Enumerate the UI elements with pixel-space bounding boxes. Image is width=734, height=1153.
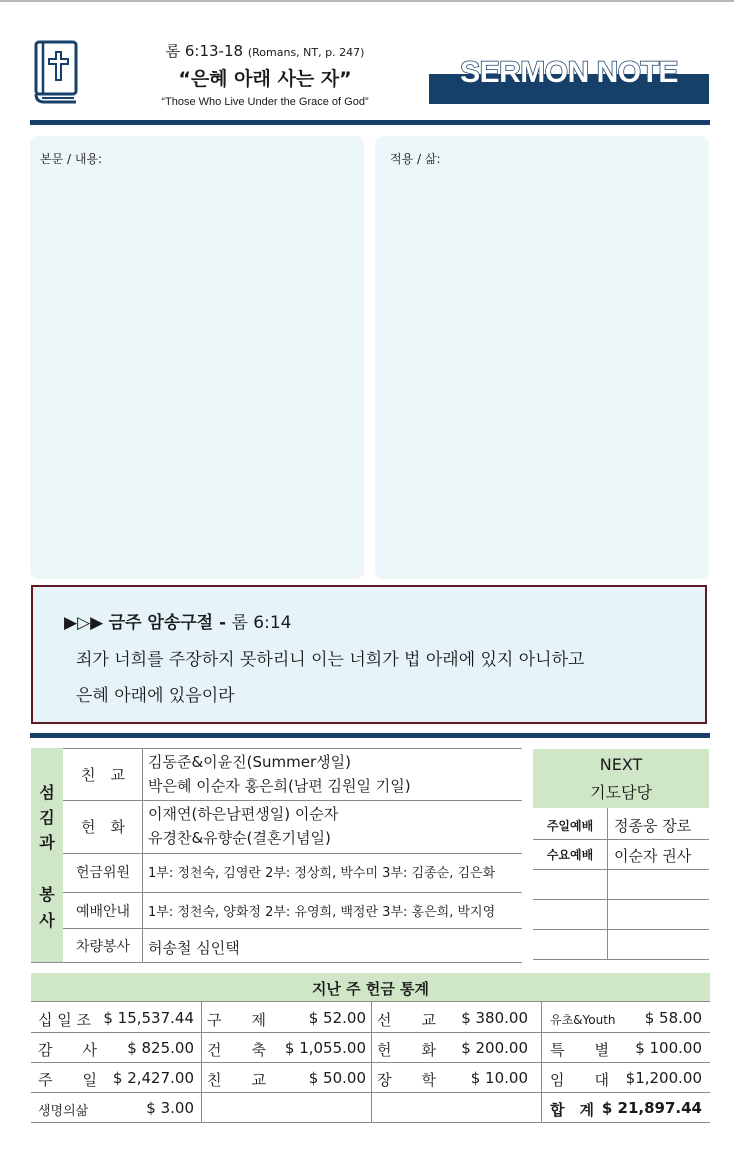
grid-line [63, 853, 522, 854]
side-char: 사 [39, 911, 55, 930]
side-char: 봉 [39, 885, 55, 904]
prayer-wednesday-label: 수요예배 [546, 848, 594, 862]
service-value: 김동준&이윤진(Summer생일) [148, 753, 351, 771]
notes-content-box[interactable] [30, 136, 364, 579]
side-char: 김 [39, 808, 55, 827]
grid-line [63, 892, 522, 893]
offering-label: 십 일 조 [38, 1011, 92, 1029]
service-label-offering-committee: 헌금위원 [75, 865, 131, 881]
offering-label: 구 제 [207, 1011, 266, 1029]
service-label-ushers: 예배안내 [75, 904, 131, 920]
grid-line [533, 869, 709, 870]
offering-total-value: $ 21,897.44 [601, 1099, 702, 1117]
offering-label: 주 일 [38, 1071, 97, 1089]
service-label-transport: 차량봉사 [75, 939, 131, 955]
offering-value: $ 15,537.44 [103, 1009, 194, 1027]
sermon-reference: 롬 6:13-18 (Romans, NT, p. 247) [165, 42, 365, 60]
offering-value: $ 50.00 [308, 1069, 366, 1087]
offering-value: $ 52.00 [308, 1009, 366, 1027]
offering-value: $ 100.00 [635, 1039, 702, 1057]
offering-value: $ 825.00 [127, 1039, 194, 1057]
grid-line [533, 959, 709, 960]
offering-label: 감 사 [38, 1041, 97, 1059]
section-divider [30, 733, 710, 738]
grid-line [201, 1001, 202, 1122]
offering-value: $ 10.00 [470, 1069, 528, 1087]
offering-label: 생명의삶 [38, 1104, 89, 1119]
top-border [0, 0, 734, 2]
grid-line [533, 839, 709, 840]
sermon-title-korean: “은혜 아래 사는 자” [178, 68, 352, 90]
offering-label: 유초&Youth [550, 1013, 616, 1027]
memory-verse-ref: 롬 6:14 [231, 613, 292, 633]
offering-total-label: 합 계 [550, 1101, 594, 1119]
grid-line [31, 962, 522, 963]
sermon-note-badge: SERMON NOTE [460, 56, 678, 89]
offering-label: 친 교 [207, 1071, 266, 1089]
reference-note: (Romans, NT, p. 247) [247, 46, 365, 59]
notes-content-label: 본문 / 내용: [40, 152, 103, 166]
grid-line [533, 929, 709, 930]
grid-line [541, 1001, 542, 1122]
prayer-duty-label: 기도담당 [590, 783, 652, 802]
service-value: 허송철 심인택 [148, 939, 240, 957]
offering-value: $ 380.00 [461, 1009, 528, 1027]
offering-value: $ 2,427.00 [112, 1069, 194, 1087]
grid-line [63, 800, 522, 801]
grid-line [63, 928, 522, 929]
offering-label: 장 학 [377, 1071, 436, 1089]
prayer-sunday-name: 정종웅 장로 [614, 817, 692, 835]
offering-value: $ 3.00 [146, 1099, 194, 1117]
service-value: 1부: 정천숙, 김영란 2부: 정상희, 박수미 3부: 김종순, 김은화 [148, 866, 496, 881]
service-value: 박은혜 이순자 홍은희(남편 김원일 기일) [148, 777, 411, 795]
offering-value: $ 1,055.00 [284, 1039, 366, 1057]
arrow-icons: ▶▷▶ [64, 613, 104, 633]
offering-value: $ 200.00 [461, 1039, 528, 1057]
bible-cross-icon [30, 38, 82, 106]
offering-label: 헌 화 [377, 1041, 436, 1059]
memory-verse-line-1: 죄가 너희를 주장하지 못하리니 이는 너희가 법 아래에 있지 아니하고 [76, 650, 585, 670]
service-label-flowers: 헌 화 [81, 818, 125, 836]
side-char: 섬 [39, 783, 55, 802]
prayer-wednesday-name: 이순자 권사 [614, 847, 692, 865]
offering-label: 건 축 [207, 1041, 266, 1059]
prayer-sunday-label: 주일예배 [546, 819, 594, 833]
grid-line [607, 808, 608, 959]
header-divider [30, 120, 710, 125]
side-char: 과 [39, 833, 55, 852]
sermon-title-english: “Those Who Live Under the Grace of God” [161, 96, 369, 108]
service-value: 이재연(하은남편생일) 이순자 [148, 805, 339, 823]
offering-title: 지난 주 헌금 통계 [311, 980, 430, 998]
offering-label: 특 별 [550, 1041, 609, 1059]
next-label: NEXT [599, 755, 643, 774]
offering-label: 선 교 [377, 1011, 436, 1029]
grid-line [31, 1122, 710, 1123]
notes-application-box[interactable] [375, 136, 709, 579]
offering-label: 임 대 [550, 1071, 609, 1089]
grid-line [371, 1001, 372, 1122]
service-value: 1부: 정천숙, 양화정 2부: 유영희, 백정란 3부: 홍은희, 박지영 [148, 905, 496, 920]
service-label-fellowship: 친 교 [81, 766, 125, 784]
service-value: 유경찬&유향순(결혼기념일) [148, 829, 331, 847]
grid-line [533, 899, 709, 900]
memory-verse-line-2: 은혜 아래에 있음이라 [76, 686, 235, 706]
memory-verse-heading: ▶▷▶ 금주 암송구절 - 롬 6:14 [64, 613, 292, 633]
offering-value: $ 58.00 [644, 1009, 702, 1027]
notes-application-label: 적용 / 삶: [390, 152, 441, 166]
grid-line [142, 748, 143, 962]
offering-value: $1,200.00 [625, 1069, 702, 1087]
grid-line [63, 748, 522, 749]
